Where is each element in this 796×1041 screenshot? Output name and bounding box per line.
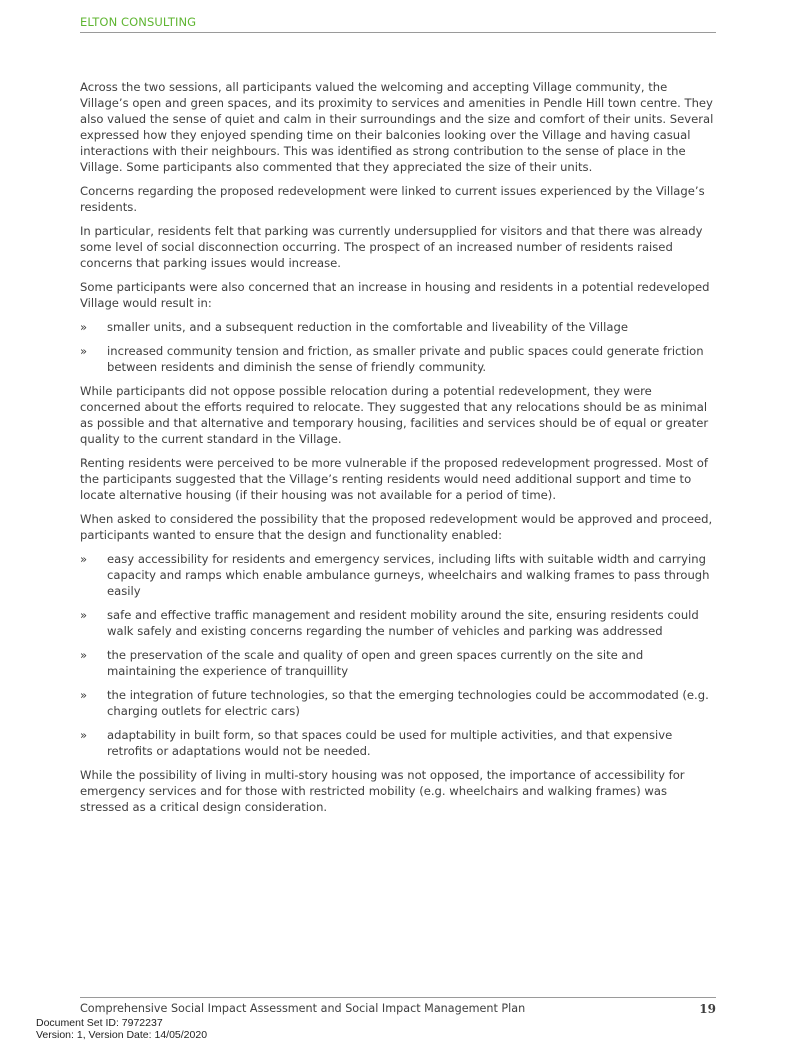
bullet-chevron-icon: » <box>80 608 88 622</box>
list-item-text: the preservation of the scale and quality of open and green spaces currently on the site and maintaining the experience of tranquillity <box>107 648 644 678</box>
bullet-list <box>80 319 716 375</box>
page-footer <box>80 997 716 1015</box>
list-item-text: smaller units, and a subsequent reduction in the comfortable and liveability of the Village <box>107 320 628 334</box>
paragraph: While participants did not oppose possible relocation during a potential redevelopment, they were concerned about the efforts required to relocate. They suggested that any relocations should be as minimal as possible and that alternative and temporary housing, facilities and services should be of equal or greater quality to the current standard in the Village. <box>80 384 709 446</box>
list-item <box>80 727 716 759</box>
paragraph: Renting residents were perceived to be more vulnerable if the proposed redevelopment progressed. Most of the participants suggested that the Village’s renting residents would need additional support and time to locate alternative housing (if their housing was not available for a period of time). <box>80 456 708 502</box>
bullet-chevron-icon: » <box>80 728 88 742</box>
list-item <box>80 647 716 679</box>
list-item <box>80 551 716 599</box>
list-item-text: safe and effective traffic management and resident mobility around the site, ensuring residents could walk safely and existing concerns regarding the number of vehicles and parking was addressed <box>107 608 699 638</box>
list-item-text: increased community tension and friction, as smaller private and public spaces could generate friction between residents and diminish the sense of friendly community. <box>107 344 704 374</box>
bullet-chevron-icon: » <box>80 688 88 702</box>
list-item <box>80 607 716 639</box>
paragraph: Concerns regarding the proposed redevelopment were linked to current issues experienced by the Village’s residents. <box>80 184 705 214</box>
list-item-text: the integration of future technologies, so that the emerging technologies could be accommodated (e.g. charging outlets for electric cars) <box>107 688 709 718</box>
list-item-text: adaptability in built form, so that spaces could be used for multiple activities, and that expensive retrofits or adaptations would not be needed. <box>107 728 673 758</box>
version-date: Version: 1, Version Date: 14/05/2020 <box>36 1029 208 1041</box>
paragraph: Across the two sessions, all participants valued the welcoming and accepting Village community, the Village’s open and green spaces, and its proximity to services and amenities in Pendle Hill town centre. They also valued the sense of quiet and calm in their surroundings and the size and comfort of their units. Several expressed how they enjoyed spending time on their balconies looking over the Village and having casual interactions with their neighbours. This was identified as strong contribution to the sense of place in the Village. Some participants also commented that they appreciated the size of their units. <box>80 80 714 174</box>
body-content <box>80 79 716 823</box>
bullet-chevron-icon: » <box>80 552 88 566</box>
list-item-text: easy accessibility for residents and emergency services, including lifts with suitable width and carrying capacity and ramps which enable ambulance gurneys, wheelchairs and walking frames to pass through easily <box>107 552 710 598</box>
list-item <box>80 343 716 375</box>
paragraph: In particular, residents felt that parking was currently undersupplied for visitors and that there was already some level of social disconnection occurring. The prospect of an increased number of residents raised concerns that parking issues would increase. <box>80 224 703 270</box>
paragraph: When asked to considered the possibility that the proposed redevelopment would be approved and proceed, participants wanted to ensure that the design and functionality enabled: <box>80 512 713 542</box>
list-item <box>80 687 716 719</box>
bullet-chevron-icon: » <box>80 344 88 358</box>
bullet-list <box>80 551 716 759</box>
bullet-chevron-icon: » <box>80 320 88 334</box>
list-item <box>80 319 716 335</box>
bullet-chevron-icon: » <box>80 648 88 662</box>
running-header <box>80 15 716 33</box>
header-org-name: ELTON CONSULTING <box>80 15 197 29</box>
footer-document-title: Comprehensive Social Impact Assessment and Social Impact Management Plan <box>80 1002 526 1015</box>
document-set-id: Document Set ID: 7972237 <box>36 1017 163 1029</box>
page-number: 19 <box>699 1002 716 1016</box>
document-metadata <box>36 1017 207 1041</box>
paragraph: Some participants were also concerned that an increase in housing and residents in a potential redeveloped Village would result in: <box>80 280 710 310</box>
paragraph: While the possibility of living in multi-story housing was not opposed, the importance of accessibility for emergency services and for those with restricted mobility (e.g. wheelchairs and walking frames) was stressed as a critical design consideration. <box>80 768 685 814</box>
